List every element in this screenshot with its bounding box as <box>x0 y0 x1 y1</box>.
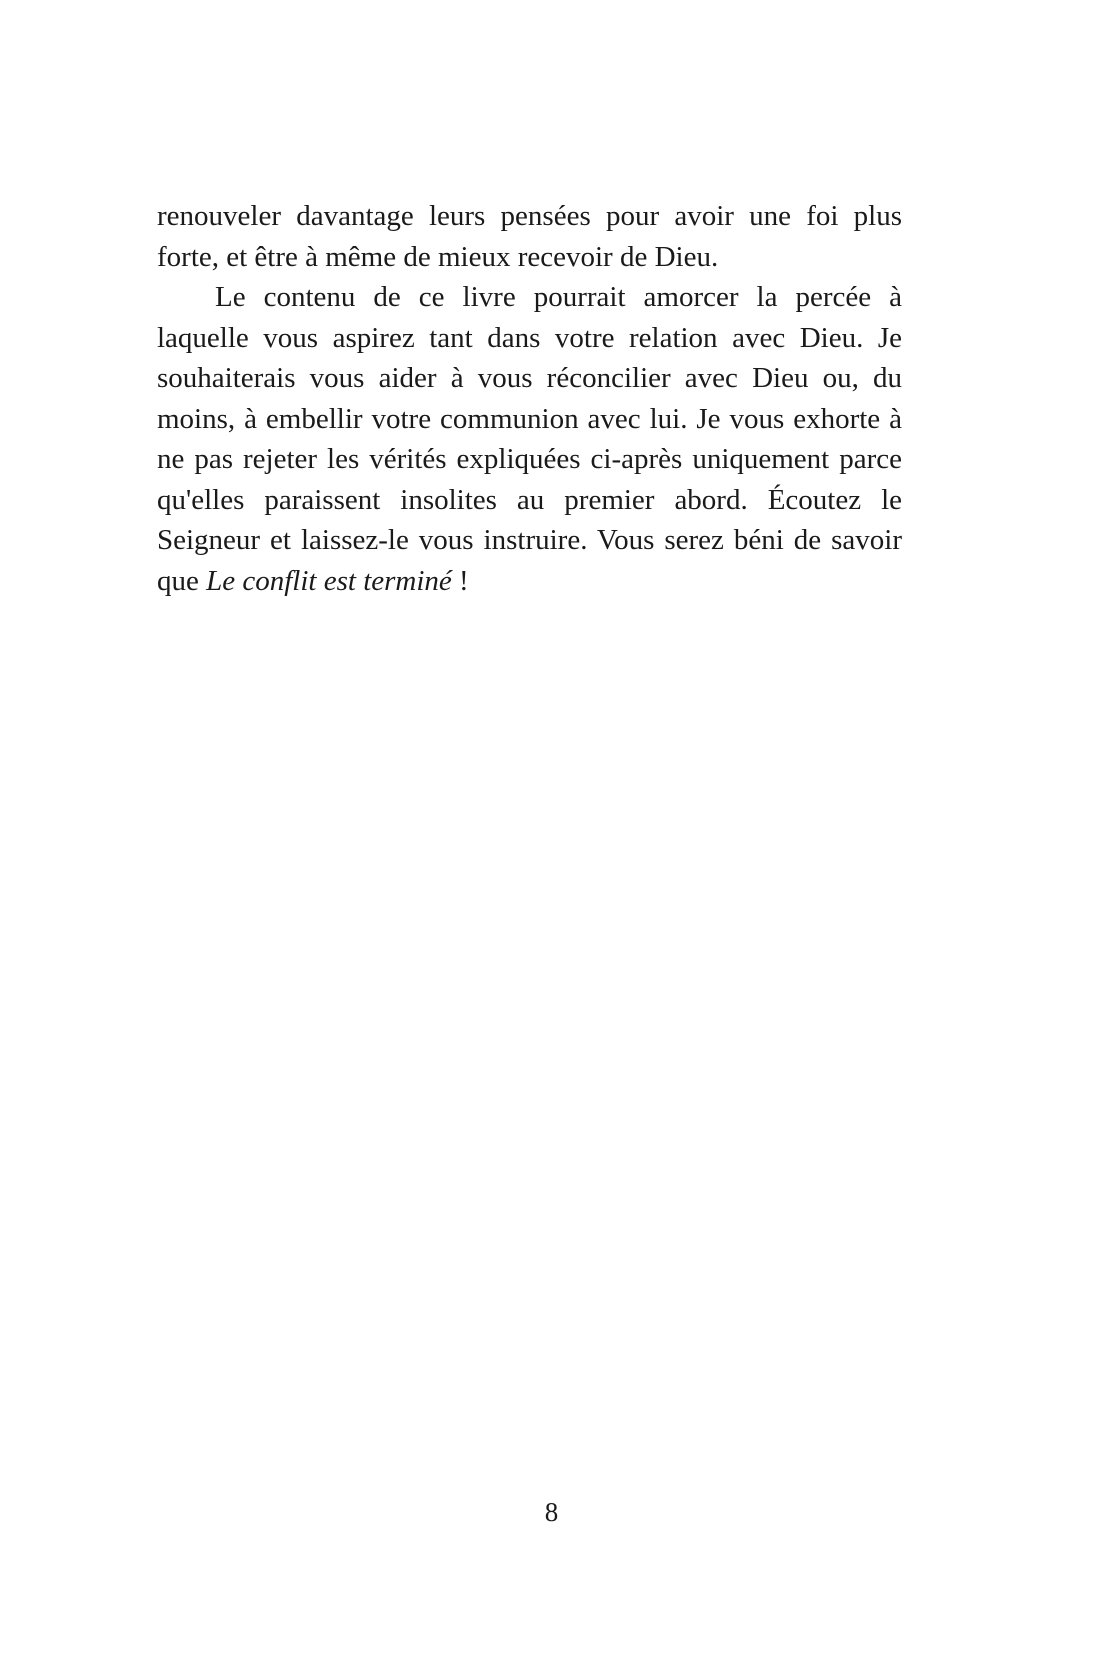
page-number: 8 <box>544 1497 559 1527</box>
paragraph-ending: ! <box>451 564 469 597</box>
paragraph-text: Le contenu de ce livre pourrait amorcer la percée à laquelle vous aspirez tant dans votre relation avec Dieu. Je souhaiterais vous aider à vous réconcilier avec Dieu ou, du moins, à embellir votre communion avec lui. Je vous exhorte à ne pas rejeter les vérités expliquées ci-après uniquement parce qu'elles paraissent insolites au premier abord. Écoutez le Seigneur et laissez-le vous instruire. Vous serez béni de savoir que <box>157 281 902 597</box>
paragraph-main <box>157 277 902 601</box>
book-title: Le conflit est terminé <box>206 564 452 597</box>
body-text <box>157 196 902 601</box>
paragraph-continuation: renouveler davantage leurs pensées pour avoir une foi plus forte, et être à même de mieux recevoir de Dieu. <box>157 200 902 273</box>
